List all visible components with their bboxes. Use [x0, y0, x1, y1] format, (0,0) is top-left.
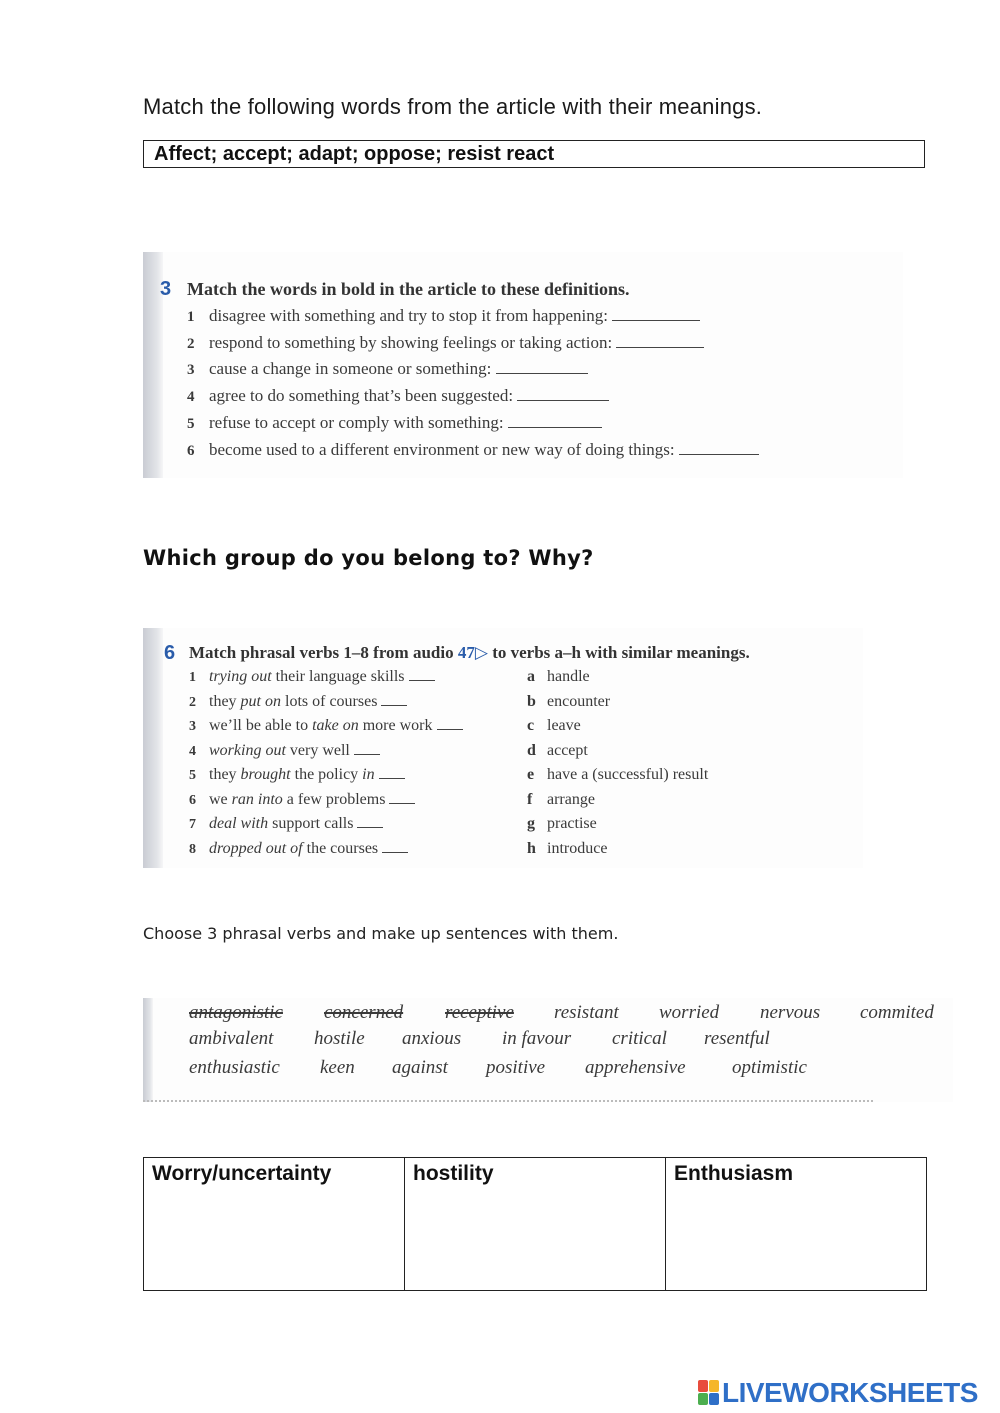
adjective-word: anxious: [402, 1028, 462, 1049]
definition-item: 3 cause a change in someone or something:: [187, 359, 588, 379]
answer-blank[interactable]: [357, 826, 383, 828]
adjective-word: apprehensive: [585, 1057, 686, 1078]
adjective-word: optimistic: [732, 1057, 807, 1078]
adjective-word: against: [392, 1057, 448, 1078]
adjective-word: antagonistic: [189, 1002, 283, 1023]
adjective-word: keen: [320, 1057, 355, 1078]
liveworksheets-logo: [698, 1376, 978, 1410]
adjective-word: hostile: [314, 1028, 365, 1049]
word-list-box: Affect; accept; adapt; oppose; resist react: [143, 140, 925, 168]
phrasal-verb-item: 7 deal with support calls: [189, 815, 383, 833]
meaning-item: b encounter: [527, 693, 611, 710]
answer-blank[interactable]: [437, 728, 463, 730]
brand-mark-icon: [698, 1380, 720, 1406]
answer-blank[interactable]: [379, 777, 405, 779]
definition-item: 6 become used to a different environment or new way of doing things:: [187, 440, 759, 460]
phrasal-verb-item: 5 they brought the policy in: [189, 766, 405, 784]
answer-blank[interactable]: [381, 704, 407, 706]
sentence-instruction: Choose 3 phrasal verbs and make up sentences with them.: [143, 924, 619, 943]
meaning-item: a handle: [527, 668, 590, 685]
phrasal-verb-item: 3 we’ll be able to take on more work: [189, 717, 463, 735]
exercise-3-panel: [143, 252, 903, 478]
answer-blank[interactable]: [496, 372, 588, 374]
adjective-word: ambivalent: [189, 1028, 274, 1049]
answer-blank[interactable]: [354, 753, 380, 755]
exercise-number: 3: [160, 278, 172, 300]
phrasal-verb-item: 4 working out very well: [189, 742, 380, 760]
meaning-item: g practise: [527, 815, 597, 832]
definition-item: 5 refuse to accept or comply with something:: [187, 413, 602, 433]
page-edge-strip: [143, 998, 153, 1102]
adjective-word: positive: [486, 1057, 546, 1078]
meaning-item: f arrange: [527, 791, 595, 808]
exercise-title: Match the words in bold in the article to these definitions.: [187, 279, 630, 299]
exercise-title: Match phrasal verbs 1–8 from audio 47▷ to verbs a–h with similar meanings.: [189, 643, 750, 662]
adjective-word: in favour: [502, 1028, 572, 1049]
scan-dotted-rule: [143, 1098, 873, 1102]
meaning-item: c leave: [527, 717, 581, 734]
adjective-word: receptive: [445, 1002, 514, 1023]
category-table: [143, 1157, 927, 1291]
phrasal-verb-item: 6 we ran into a few problems: [189, 791, 415, 809]
adjective-word: resentful: [704, 1028, 770, 1049]
adjective-word: critical: [612, 1028, 667, 1049]
definition-item: 2 respond to something by showing feelings or taking action:: [187, 333, 704, 353]
phrasal-verb-item: 8 dropped out of the courses: [189, 840, 408, 858]
instruction-heading: Match the following words from the article with their meanings.: [143, 94, 763, 119]
adjective-word: worried: [659, 1002, 720, 1023]
adjective-word: concerned: [324, 1002, 404, 1023]
adjective-word: resistant: [554, 1002, 619, 1023]
answer-blank[interactable]: [389, 802, 415, 804]
meaning-item: h introduce: [527, 840, 608, 857]
answer-blank[interactable]: [517, 399, 609, 401]
answer-blank[interactable]: [382, 851, 408, 853]
meaning-item: d accept: [527, 742, 588, 759]
category-hostility[interactable]: hostility: [405, 1158, 666, 1291]
answer-blank[interactable]: [612, 319, 700, 321]
category-worry-uncertainty[interactable]: Worry/uncertainty: [144, 1158, 405, 1291]
page-edge-strip: [143, 628, 163, 868]
meaning-item: e have a (successful) result: [527, 766, 709, 783]
category-enthusiasm[interactable]: Enthusiasm: [666, 1158, 927, 1291]
definition-item: 1 disagree with something and try to stop it from happening:: [187, 306, 700, 326]
brand-name: LIVEWORKSHEETS: [722, 1377, 978, 1408]
answer-blank[interactable]: [616, 346, 704, 348]
answer-blank[interactable]: [409, 679, 435, 681]
answer-blank[interactable]: [679, 453, 759, 455]
adjective-word: enthusiastic: [189, 1057, 280, 1078]
phrasal-verb-item: 2 they put on lots of courses: [189, 693, 407, 711]
exercise-6-panel: [143, 628, 863, 868]
exercise-number: 6: [164, 642, 176, 664]
answer-blank[interactable]: [508, 426, 602, 428]
definition-item: 4 agree to do something that’s been suggested:: [187, 386, 609, 406]
phrasal-verb-item: 1 trying out their language skills: [189, 668, 435, 686]
discussion-question: Which group do you belong to? Why?: [143, 546, 594, 570]
adjective-word-bank: [143, 998, 953, 1102]
adjective-word: nervous: [760, 1002, 821, 1023]
adjective-word: commited: [860, 1002, 934, 1023]
